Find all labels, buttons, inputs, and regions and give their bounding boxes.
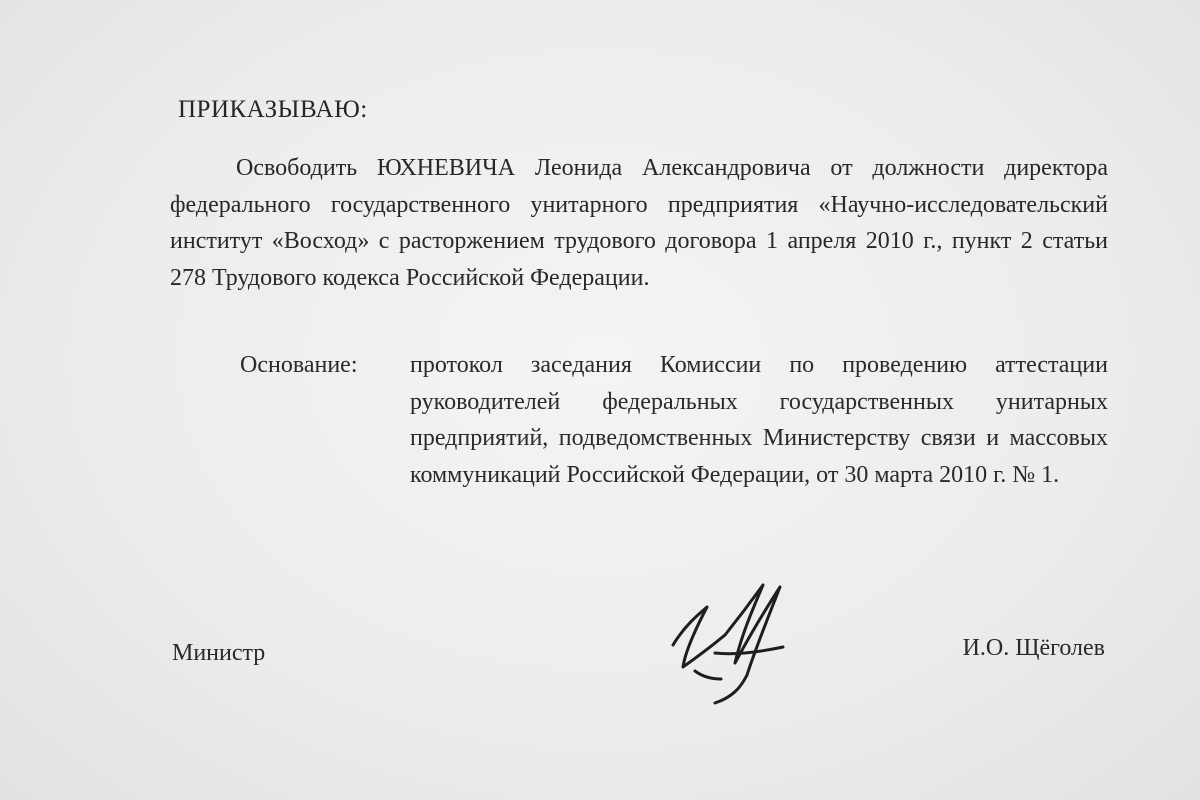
signer-name: И.О. Щёголев [962, 635, 1105, 661]
signer-title: Министр [172, 640, 266, 666]
order-heading: ПРИКАЗЫВАЮ: [178, 96, 368, 123]
signature-icon [655, 575, 815, 710]
basis-block [240, 347, 1108, 493]
basis-text: протокол заседания Комиссии по проведению аттестации руководителей федеральных государственных унитарных предприятий, подведомственных Министерству связи и массовых коммуникаций Российской Федерации, от 30 марта 2010 г. № 1. [410, 352, 1108, 488]
basis-label: Основание: [240, 352, 358, 378]
main-paragraph: Освободить ЮХНЕВИЧА Леонида Александровича от должности директора федерального государственного унитарного предприятия «Научно-исследовательский институт «Восход» с расторжением трудового договора 1 апреля 2010 г., пункт 2 статьи 278 Трудового кодекса Российской Федерации. [170, 155, 1108, 291]
